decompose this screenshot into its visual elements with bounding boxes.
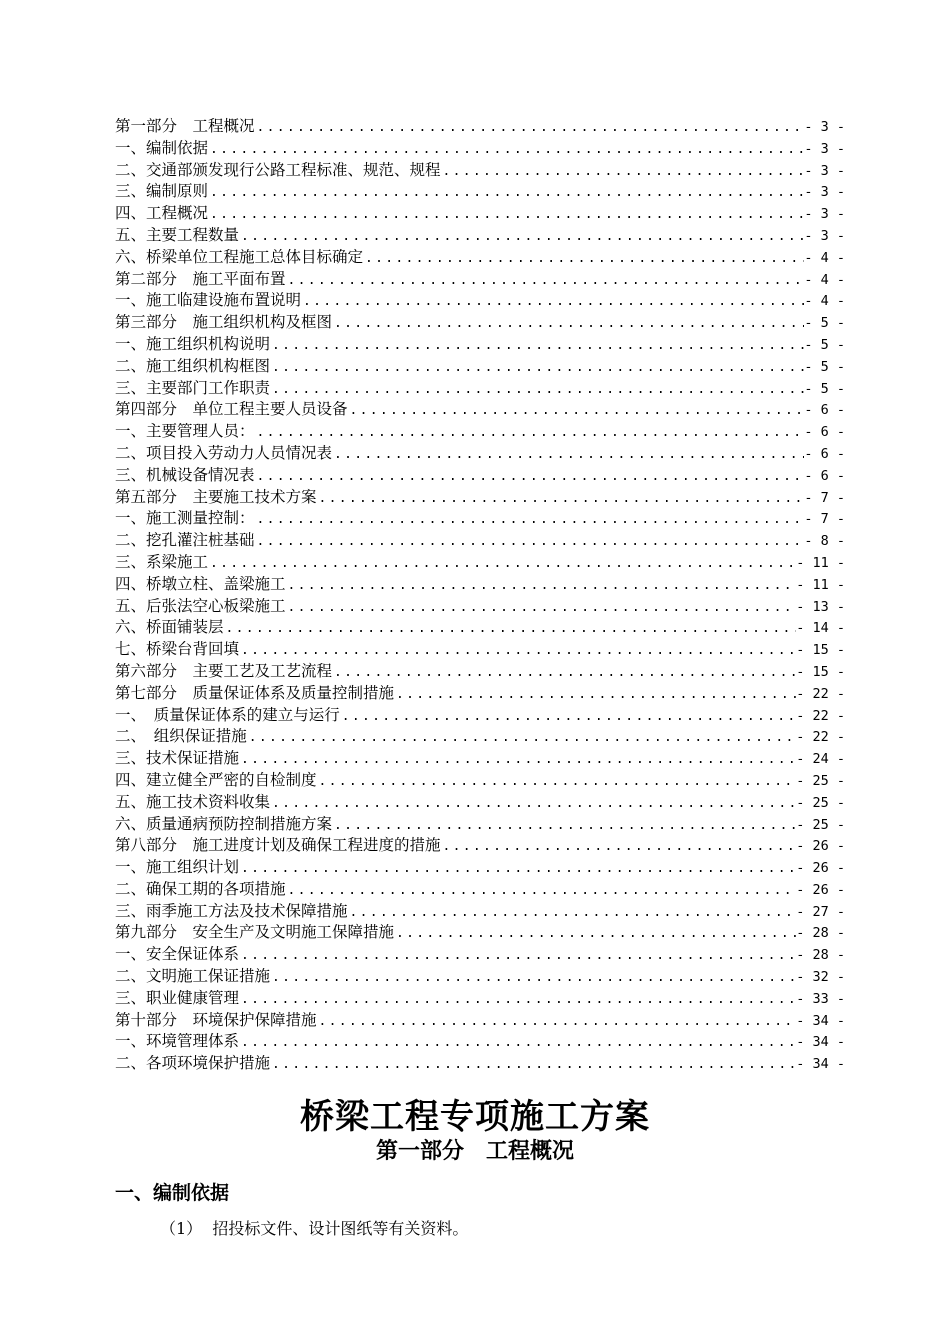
toc-entry-page: - 6 -	[804, 445, 845, 462]
part-title: 第一部分 工程概况	[375, 1139, 574, 1164]
toc-entry-title: 三、技术保证措施	[115, 749, 240, 768]
toc-entry-page: - 7 -	[804, 489, 845, 506]
toc-dot-leader	[332, 313, 804, 334]
toc-entry-title: 二、施工组织机构框图	[115, 356, 271, 375]
toc-entry-title: 三、雨季施工方法及技术保障措施	[115, 901, 348, 920]
toc-entry[interactable]	[115, 1010, 845, 1032]
toc-entry-page: - 34 -	[796, 1012, 845, 1029]
toc-entry[interactable]	[115, 552, 845, 574]
toc-entry-title: 一、环境管理体系	[115, 1032, 240, 1051]
toc-entry-title: 五、施工技术资料收集	[115, 792, 271, 811]
toc-entry-page: - 26 -	[796, 881, 845, 898]
toc-entry[interactable]	[115, 334, 845, 356]
toc-entry[interactable]	[115, 857, 845, 879]
toc-dot-leader	[332, 815, 796, 836]
toc-entry[interactable]	[115, 225, 845, 247]
toc-entry-title: 五、后张法空心板梁施工	[115, 596, 286, 615]
toc-entry-page: - 26 -	[796, 860, 845, 877]
toc-dot-leader	[270, 357, 804, 378]
toc-dot-leader	[255, 117, 805, 138]
toc-entry-title: 第四部分 单位工程主要人员设备	[115, 400, 348, 419]
toc-entry-page: - 22 -	[796, 729, 845, 746]
toc-entry-title: 第二部分 施工平面布置	[115, 269, 286, 288]
toc-entry[interactable]	[115, 661, 845, 683]
toc-entry-title: 第八部分 施工进度计划及确保工程进度的措施	[115, 836, 441, 855]
body-paragraph: （1） 招投标文件、设计图纸等有关资料。	[160, 1219, 469, 1238]
toc-entry-page: - 27 -	[796, 903, 845, 920]
toc-entry-title: 三、编制原则	[115, 182, 209, 201]
toc-dot-leader	[441, 836, 797, 857]
toc-entry-title: 一、施工组织机构说明	[115, 334, 271, 353]
toc-dot-leader	[239, 226, 804, 247]
toc-entry[interactable]	[115, 160, 845, 182]
toc-entry[interactable]	[115, 1053, 845, 1075]
toc-entry[interactable]	[115, 1031, 845, 1053]
toc-dot-leader	[301, 291, 804, 312]
toc-entry-page: - 25 -	[796, 794, 845, 811]
toc-dot-leader	[317, 488, 805, 509]
toc-dot-leader	[239, 640, 796, 661]
toc-entry[interactable]	[115, 922, 845, 944]
toc-entry[interactable]	[115, 770, 845, 792]
toc-dot-leader	[208, 182, 804, 203]
toc-dot-leader	[317, 771, 797, 792]
toc-entry-page: - 3 -	[804, 227, 845, 244]
toc-entry-page: - 3 -	[804, 162, 845, 179]
toc-entry-page: - 5 -	[804, 380, 845, 397]
toc-entry-title: 四、桥墩立柱、盖梁施工	[115, 574, 286, 593]
toc-dot-leader	[208, 553, 796, 574]
toc-entry-page: - 28 -	[796, 925, 845, 942]
toc-entry-title: 四、建立健全严密的自检制度	[115, 770, 317, 789]
toc-entry-title: 二、确保工期的各项措施	[115, 879, 286, 898]
toc-entry-page: - 6 -	[804, 424, 845, 441]
toc-entry-title: 第一部分 工程概况	[115, 117, 255, 135]
toc-entry-title: 第三部分 施工组织机构及框图	[115, 313, 333, 332]
toc-entry[interactable]	[115, 748, 845, 770]
toc-entry[interactable]	[115, 574, 845, 596]
toc-dot-leader	[363, 248, 804, 269]
toc-dot-leader	[286, 270, 805, 291]
toc-dot-leader	[340, 706, 796, 727]
toc-dot-leader	[239, 858, 796, 879]
toc-entry[interactable]	[115, 944, 845, 966]
toc-entry-title: 第十部分 环境保护保障措施	[115, 1010, 317, 1029]
toc-entry[interactable]	[115, 421, 845, 443]
toc-entry-title: 一、施工测量控制：	[115, 509, 255, 528]
toc-entry-page: - 34 -	[796, 1056, 845, 1073]
toc-entry[interactable]	[115, 508, 845, 530]
toc-dot-leader	[394, 684, 796, 705]
toc-entry[interactable]	[115, 988, 845, 1010]
toc-dot-leader	[348, 400, 805, 421]
toc-entry-page: - 5 -	[804, 315, 845, 332]
toc-entry-title: 二、项目投入劳动力人员情况表	[115, 443, 333, 462]
toc-dot-leader	[208, 204, 804, 225]
toc-entry-title: 一、安全保证体系	[115, 945, 240, 964]
toc-entry[interactable]	[115, 465, 845, 487]
toc-entry[interactable]	[115, 487, 845, 509]
toc-dot-leader	[286, 597, 797, 618]
toc-entry-page: - 22 -	[796, 707, 845, 724]
toc-entry[interactable]	[115, 116, 845, 138]
toc-entry-page: - 33 -	[796, 990, 845, 1007]
toc-entry[interactable]	[115, 312, 845, 334]
toc-entry[interactable]	[115, 835, 845, 857]
toc-dot-leader	[394, 923, 796, 944]
toc-entry-page: - 4 -	[804, 271, 845, 288]
toc-dot-leader	[255, 422, 805, 443]
toc-dot-leader	[270, 793, 796, 814]
toc-entry-page: - 3 -	[804, 206, 845, 223]
toc-dot-leader	[441, 161, 805, 182]
toc-entry-page: - 11 -	[796, 576, 845, 593]
toc-entry-page: - 13 -	[796, 598, 845, 615]
toc-entry-title: 二、 组织保证措施	[115, 727, 247, 746]
toc-dot-leader	[286, 575, 797, 596]
toc-entry[interactable]	[115, 792, 845, 814]
toc-entry[interactable]	[115, 378, 845, 400]
toc-entry[interactable]	[115, 879, 845, 901]
toc-entry[interactable]	[115, 617, 845, 639]
toc-entry-page: - 5 -	[804, 358, 845, 375]
toc-entry-title: 六、桥面铺装层	[115, 618, 224, 637]
toc-entry-title: 二、文明施工保证措施	[115, 967, 271, 986]
toc-entry[interactable]	[115, 966, 845, 988]
toc-entry-page: - 14 -	[796, 620, 845, 637]
toc-entry-page: - 4 -	[804, 293, 845, 310]
toc-entry-page: - 11 -	[796, 554, 845, 571]
toc-entry-title: 二、交通部颁发现行公路工程标准、规范、规程	[115, 160, 441, 179]
toc-dot-leader	[239, 749, 796, 770]
toc-entry-title: 三、主要部门工作职责	[115, 378, 271, 397]
toc-entry-page: - 34 -	[796, 1034, 845, 1051]
toc-dot-leader	[239, 1032, 796, 1053]
toc-entry-page: - 8 -	[804, 533, 845, 550]
toc-dot-leader	[239, 989, 796, 1010]
toc-dot-leader	[255, 509, 805, 530]
toc-entry[interactable]	[115, 814, 845, 836]
toc-entry-page: - 4 -	[804, 249, 845, 266]
toc-entry-title: 一、主要管理人员：	[115, 422, 255, 441]
toc-entry[interactable]	[115, 443, 845, 465]
toc-entry-page: - 25 -	[796, 816, 845, 833]
toc-entry-page: - 22 -	[796, 685, 845, 702]
toc-entry[interactable]	[115, 683, 845, 705]
toc-entry-page: - 25 -	[796, 772, 845, 789]
toc-entry[interactable]	[115, 290, 845, 312]
toc-dot-leader	[255, 531, 805, 552]
toc-entry-title: 第五部分 主要施工技术方案	[115, 487, 317, 506]
toc-dot-leader	[348, 902, 797, 923]
toc-entry-title: 一、编制依据	[115, 138, 209, 157]
toc-entry[interactable]	[115, 530, 845, 552]
document-title: 桥梁工程专项施工方案	[300, 1097, 650, 1137]
toc-entry-title: 第六部分 主要工艺及工艺流程	[115, 661, 333, 680]
toc-entry[interactable]	[115, 356, 845, 378]
toc-entry-page: - 3 -	[804, 119, 845, 135]
toc-entry-title: 第九部分 安全生产及文明施工保障措施	[115, 923, 395, 942]
toc-dot-leader	[286, 880, 797, 901]
section-heading: 一、编制依据	[115, 1182, 230, 1204]
toc-entry-title: 三、系梁施工	[115, 552, 209, 571]
toc-entry-title: 二、各项环境保护措施	[115, 1054, 271, 1073]
toc-entry[interactable]	[115, 596, 845, 618]
toc-entry-title: 第七部分 质量保证体系及质量控制措施	[115, 683, 395, 702]
toc-entry[interactable]	[115, 138, 845, 160]
toc-entry-page: - 3 -	[804, 184, 845, 201]
toc-dot-leader	[224, 618, 797, 639]
toc-entry-page: - 6 -	[804, 467, 845, 484]
toc-entry-page: - 24 -	[796, 751, 845, 768]
toc-entry[interactable]	[115, 203, 845, 225]
toc-entry[interactable]	[115, 639, 845, 661]
table-of-contents	[115, 116, 845, 1075]
toc-entry-page: - 6 -	[804, 402, 845, 419]
toc-dot-leader	[317, 1011, 797, 1032]
toc-entry-page: - 15 -	[796, 642, 845, 659]
toc-entry[interactable]	[115, 901, 845, 923]
toc-entry-title: 五、主要工程数量	[115, 225, 240, 244]
toc-dot-leader	[332, 662, 796, 683]
toc-entry-page: - 32 -	[796, 969, 845, 986]
toc-entry-page: - 5 -	[804, 336, 845, 353]
toc-entry-title: 四、工程概况	[115, 204, 209, 223]
toc-entry-page: - 28 -	[796, 947, 845, 964]
toc-dot-leader	[332, 444, 804, 465]
toc-dot-leader	[247, 727, 796, 748]
toc-entry-title: 三、职业健康管理	[115, 988, 240, 1007]
toc-entry-page: - 26 -	[796, 838, 845, 855]
toc-entry-page: - 7 -	[804, 511, 845, 528]
toc-entry-title: 七、桥梁台背回填	[115, 640, 240, 659]
toc-entry[interactable]	[115, 247, 845, 269]
toc-entry[interactable]	[115, 726, 845, 748]
toc-entry-title: 六、质量通病预防控制措施方案	[115, 814, 333, 833]
toc-dot-leader	[270, 335, 804, 356]
toc-entry-title: 一、施工临建设施布置说明	[115, 291, 302, 310]
toc-entry-title: 一、 质量保证体系的建立与运行	[115, 705, 340, 724]
toc-entry-title: 三、机械设备情况表	[115, 465, 255, 484]
toc-dot-leader	[270, 967, 796, 988]
toc-entry-page: - 15 -	[796, 663, 845, 680]
toc-dot-leader	[270, 1054, 796, 1075]
toc-entry-title: 二、挖孔灌注桩基础	[115, 531, 255, 550]
toc-entry-title: 一、施工组织计划	[115, 858, 240, 877]
toc-entry[interactable]	[115, 181, 845, 203]
toc-dot-leader	[239, 945, 796, 966]
toc-entry[interactable]	[115, 399, 845, 421]
toc-dot-leader	[270, 379, 804, 400]
toc-dot-leader	[208, 139, 804, 160]
toc-entry-title: 六、桥梁单位工程施工总体目标确定	[115, 247, 364, 266]
toc-entry[interactable]	[115, 705, 845, 727]
toc-dot-leader	[255, 466, 805, 487]
toc-entry-page: - 3 -	[804, 140, 845, 157]
toc-entry[interactable]	[115, 269, 845, 291]
